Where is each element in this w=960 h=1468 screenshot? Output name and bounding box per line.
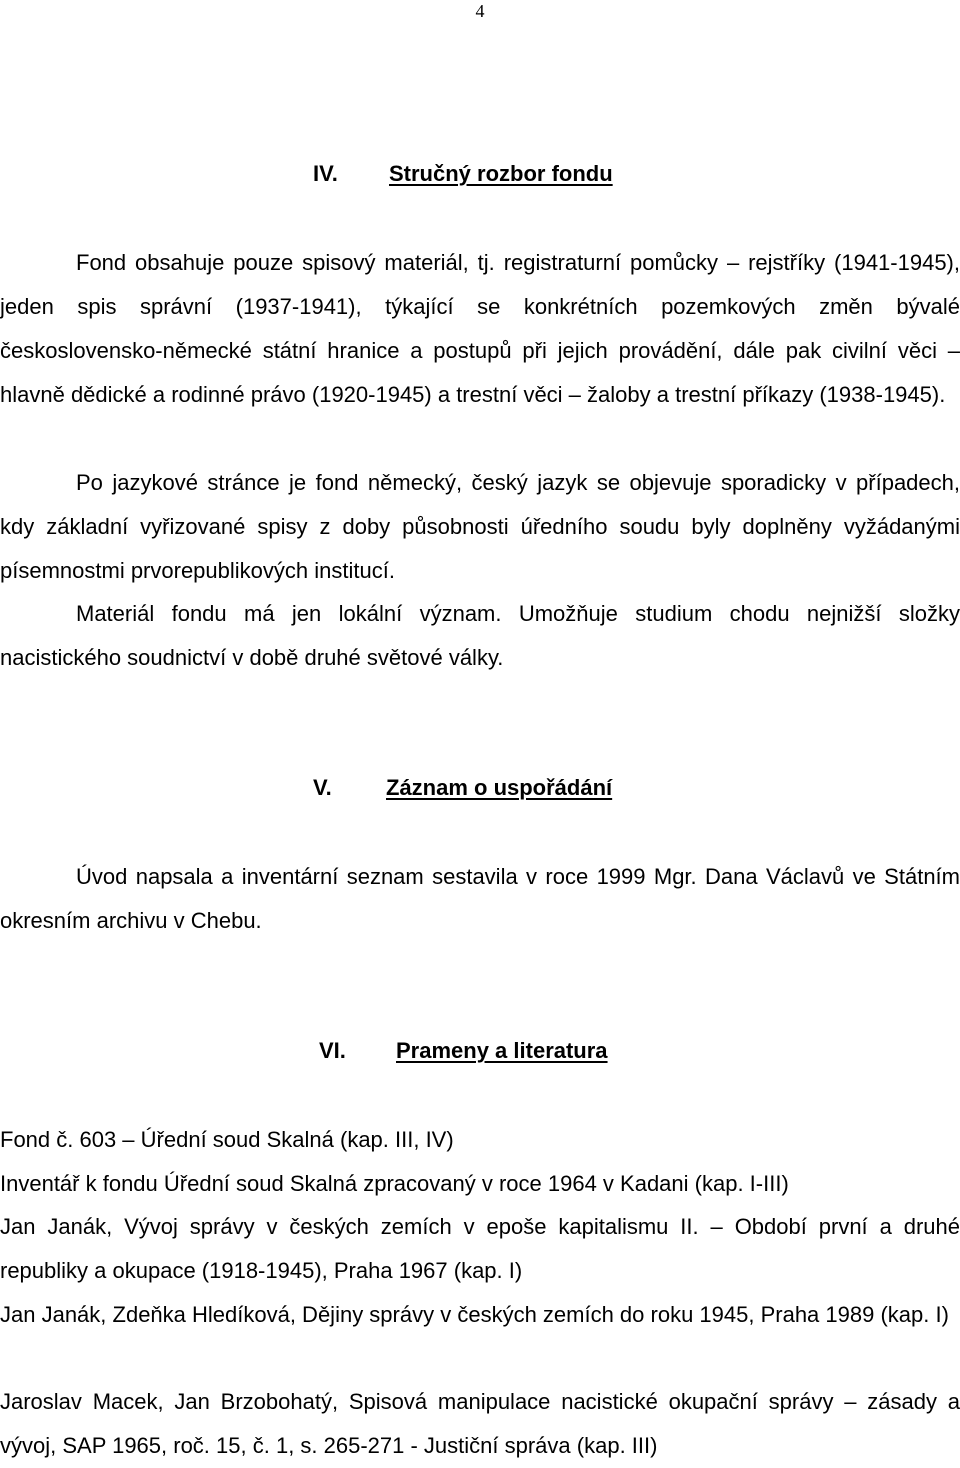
literature-item: Inventář k fondu Úřední soud Skalná zpracovaný v roce 1964 v Kadani (kap. I-III) [0,1171,789,1196]
section-iv-paragraph-3: Materiál fondu má jen lokální význam. Umožňuje studium chodu nejnižší složky nacistického soudnictví v době druhé světové války. [0,601,960,670]
literature-item: Jaroslav Macek, Jan Brzobohatý, Spisová manipulace nacistické okupační správy – zásady a vývoj, SAP 1965, roč. 15, č. 1, s. 265-271 - Justiční správa (kap. III) [0,1389,960,1458]
section-vi-number: VI. [319,1038,346,1063]
section-v-number: V. [313,775,332,800]
literature-item: Fond č. 603 – Úřední soud Skalná (kap. III, IV) [0,1127,454,1152]
section-iv-number: IV. [313,161,338,186]
section-v-paragraph: Úvod napsala a inventární seznam sestavila v roce 1999 Mgr. Dana Václavů ve Státním okresním archivu v Chebu. [0,864,960,933]
section-v-title: Záznam o uspořádání [386,775,613,800]
section-iv-paragraph-1: Fond obsahuje pouze spisový materiál, tj. registraturní pomůcky – rejstříky (1941-1945), jeden spis správní (1937-1941), týkající se konkrétních pozemkových změn bývalé československo-německé státní hranice a postupů při jejich provádění, dále pak civilní věci – hlavně dědické a rodinné právo (1920-1945) a trestní věci – žaloby a trestní příkazy (1938-1945). [0,250,960,407]
page-number: 4 [475,1,485,21]
literature-item: Jan Janák, Vývoj správy v českých zemích v epoše kapitalismu II. – Období první a druhé republiky a okupace (1918-1945), Praha 1967 (kap. I) [0,1214,960,1283]
section-iv-paragraph-2: Po jazykové stránce je fond německý, český jazyk se objevuje sporadicky v případech, kdy základní vyřizované spisy z doby působnosti úředního soudu byly doplněny vyžádanými písemnostmi prvorepublikových institucí. [0,470,960,583]
literature-item: Jan Janák, Zdeňka Hledíková, Dějiny správy v českých zemích do roku 1945, Praha 1989 (kap. I) [0,1302,949,1327]
section-iv-title: Stručný rozbor fondu [389,161,613,186]
section-vi-title: Prameny a literatura [396,1038,608,1063]
